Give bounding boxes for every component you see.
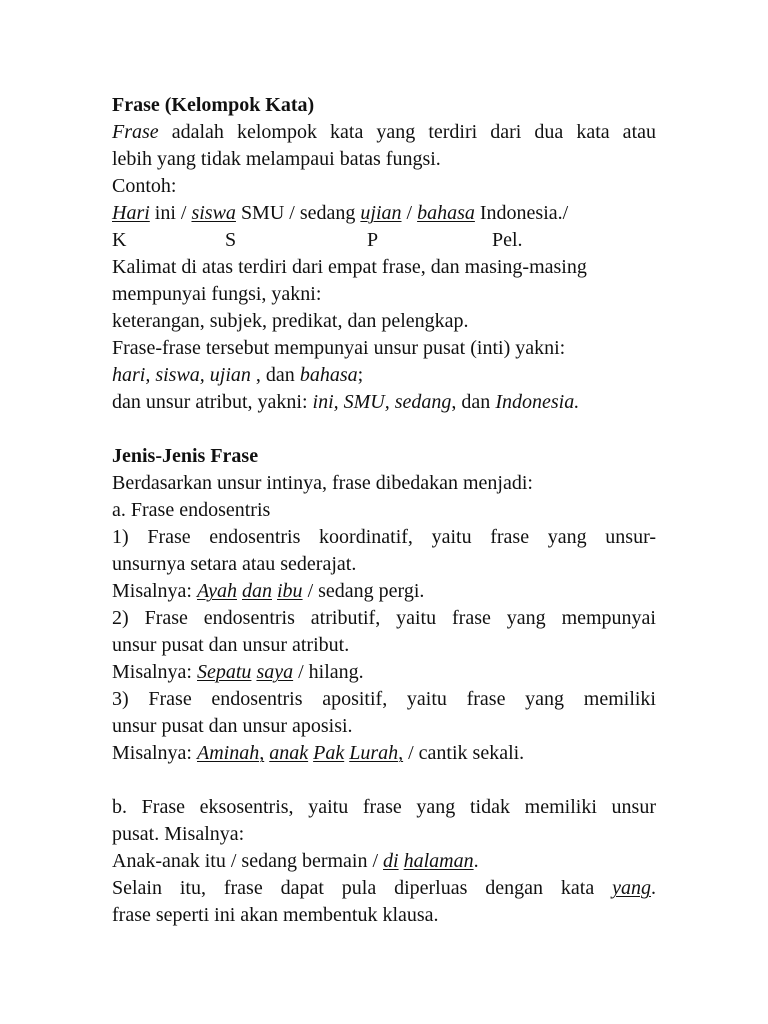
example-sep: ini / xyxy=(149,202,192,224)
example-sep: SMU / sedang xyxy=(235,202,361,224)
example-word: Ayah xyxy=(197,580,237,602)
example-pre: Anak-anak itu / sedang bermain / xyxy=(112,850,384,872)
example-label-inline: Misalnya: xyxy=(112,661,197,683)
example-word: halaman xyxy=(403,850,474,872)
definition-line-1 xyxy=(112,119,656,146)
explain-line-1: Kalimat di atas terdiri dari empat frase, dan masing-masing xyxy=(112,256,587,278)
function-label-pel: Pel. xyxy=(492,229,523,251)
closing-word-yang: yang xyxy=(612,877,651,899)
subsection-a: a. Frase endosentris xyxy=(112,499,271,521)
atribut-line xyxy=(112,389,656,416)
closing-pre: Selain itu, frase dapat pula diperluas dengan kata xyxy=(112,877,613,899)
item-2-line-1: 2) Frase endosentris atributif, yaitu frase yang mempunyai xyxy=(112,607,656,629)
function-labels-row xyxy=(112,227,656,254)
definition-line-2: lebih yang tidak melampaui batas fungsi. xyxy=(112,148,441,170)
item-3-line-2: unsur pusat dan unsur aposisi. xyxy=(112,715,353,737)
explain-line-4: Frase-frase tersebut mempunyai unsur pusat (inti) yakni: xyxy=(112,337,566,359)
example-word: ibu xyxy=(277,580,303,602)
example-label: Contoh: xyxy=(112,175,177,197)
explain-line-3: keterangan, subjek, predikat, dan pelengkap. xyxy=(112,310,469,332)
example-word-ujian: ujian xyxy=(360,202,402,224)
pusat-end: ; xyxy=(357,364,364,386)
item-2-line-2: unsur pusat dan unsur atribut. xyxy=(112,634,350,656)
function-label-s: S xyxy=(225,229,237,251)
item-3-example xyxy=(112,740,656,767)
definition-term: Frase xyxy=(112,121,159,143)
pusat-last: bahasa xyxy=(299,364,358,386)
pusat-and: , dan xyxy=(250,364,300,386)
example-word: Aminah, xyxy=(197,742,265,764)
item-1-line-2: unsurnya setara atau sederajat. xyxy=(112,553,357,575)
paragraph-gap xyxy=(112,416,656,443)
item-2-example xyxy=(112,659,656,686)
item-3-line-1: 3) Frase endosentris apositif, yaitu frase yang memiliki xyxy=(112,688,656,710)
example-label-inline: Misalnya: xyxy=(112,580,197,602)
example-rest: / sedang pergi. xyxy=(302,580,425,602)
atribut-and: , dan xyxy=(451,391,496,413)
example-word: saya xyxy=(256,661,294,683)
example-sentence xyxy=(112,200,656,227)
page-title: Frase (Kelompok Kata) xyxy=(112,94,315,116)
pusat-line xyxy=(112,362,656,389)
example-word: Pak xyxy=(313,742,345,764)
explain-line-2: mempunyai fungsi, yakni: xyxy=(112,283,322,305)
subsection-b-line-2: pusat. Misalnya: xyxy=(112,823,245,845)
example-rest: / cantik sekali. xyxy=(403,742,525,764)
atribut-prefix: dan unsur atribut, yakni: xyxy=(112,391,313,413)
example-word: di xyxy=(383,850,399,872)
section-intro: Berdasarkan unsur intinya, frase dibedakan menjadi: xyxy=(112,472,533,494)
subsection-b-line-1: b. Frase eksosentris, yaitu frase yang tidak memiliki unsur xyxy=(112,796,656,818)
example-sep: / xyxy=(401,202,418,224)
item-1-example xyxy=(112,578,656,605)
closing-line-2: frase seperti ini akan membentuk klausa. xyxy=(112,904,439,926)
function-label-k: K xyxy=(112,229,127,251)
subsection-b-example xyxy=(112,848,656,875)
closing-end: . xyxy=(651,877,656,899)
example-rest: / hilang. xyxy=(293,661,364,683)
item-1-line-1: 1) Frase endosentris koordinatif, yaitu frase yang unsur- xyxy=(112,526,656,548)
definition-text: adalah kelompok kata yang terdiri dari dua kata atau xyxy=(158,121,656,143)
section-title: Jenis-Jenis Frase xyxy=(112,445,259,467)
atribut-words: ini, SMU, sedang xyxy=(312,391,452,413)
example-word: dan xyxy=(242,580,272,602)
pusat-words: hari, siswa, ujian xyxy=(112,364,251,386)
closing-line-1 xyxy=(112,875,656,902)
example-word: anak xyxy=(269,742,309,764)
example-sep: Indonesia./ xyxy=(474,202,569,224)
example-word: Lurah, xyxy=(349,742,404,764)
example-label-inline: Misalnya: xyxy=(112,742,197,764)
paragraph-gap xyxy=(112,767,656,794)
function-label-p: P xyxy=(367,229,379,251)
atribut-last: Indonesia. xyxy=(495,391,580,413)
example-word-siswa: siswa xyxy=(191,202,236,224)
example-word-hari: Hari xyxy=(112,202,150,224)
example-word: Sepatu xyxy=(197,661,252,683)
example-end: . xyxy=(473,850,479,872)
example-word-bahasa: bahasa xyxy=(417,202,475,224)
document-page xyxy=(112,92,656,929)
